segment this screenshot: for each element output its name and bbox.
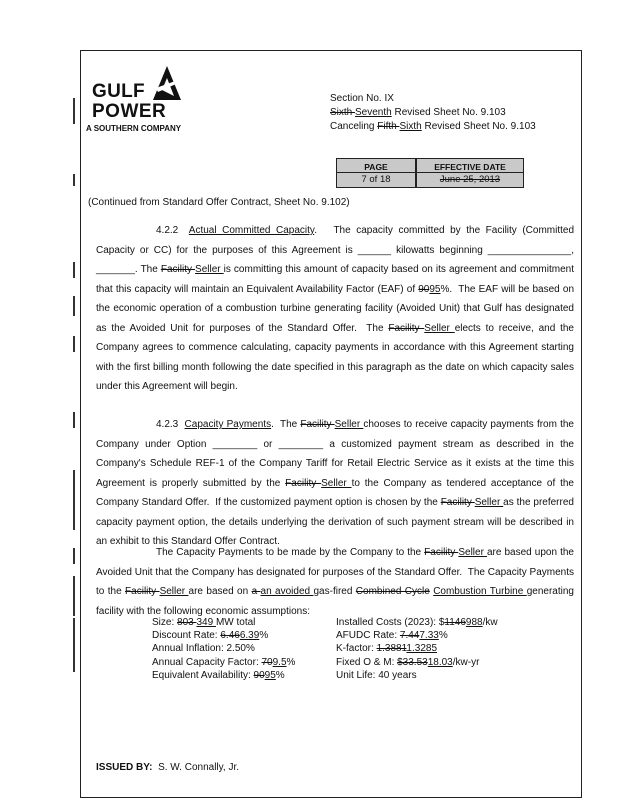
afudc-row: AFUDC Rate: 7.447.33% xyxy=(336,630,448,642)
revision-bar xyxy=(73,548,75,564)
paragraph-4-2-2: 4.2.2 Actual Committed Capacity. The capacity committed by the Facility (Committed Capacity or CC) for the purposes of this Agreement is ______ kilowatts beginning _______________, _______. The Facility Seller is committing this amount of capacity based on its agreement and commitment that this capacity will maintain an Equivalent Availability Factor (EAF) of 9095%. The EAF will be based on the economic operation of a combustion turbine generating facility (Avoided Unit) that Gulf has designated as the Avoided Unit for purposes of the Standard Offer. The Facility Seller elects to receive, and the Company agrees to commence calculating, capacity payments in accordance with this Agreement starting with the first billing month following the date specified in this paragraph as the date on which capacity sales under this Agreement will begin. xyxy=(96,225,575,392)
page-value: 7 of 18 xyxy=(361,174,391,185)
size-row: Size: 803 349 MW total xyxy=(152,617,256,628)
discount-rate-row: Discount Rate: 6.466.39% xyxy=(152,630,269,642)
page-number-box xyxy=(336,158,416,188)
revision-bar xyxy=(73,618,75,672)
unit-life-row: Unit Life: 40 years xyxy=(336,669,417,681)
revision-bar xyxy=(73,174,75,186)
logo-power-text: POWER xyxy=(92,101,167,122)
section-title: Section No. IX xyxy=(330,93,394,104)
effective-date-box xyxy=(416,158,524,188)
page-label: PAGE xyxy=(337,159,415,173)
fixed-om-row: Fixed O & M: $33.5318.03/kw-yr xyxy=(336,656,480,668)
logo-gulf-text: GULF xyxy=(92,81,145,102)
continued-note: (Continued from Standard Offer Contract, Sheet No. 9.102) xyxy=(88,197,350,208)
inflation-row: Annual Inflation: 2.50% xyxy=(152,643,255,655)
revision-bar xyxy=(73,336,75,352)
revised-sheet-line: Sixth Seventh Revised Sheet No. 9.103 xyxy=(330,107,506,118)
issued-by: ISSUED BY: S. W. Connally, Jr. xyxy=(96,762,240,773)
revision-bar xyxy=(73,576,75,616)
availability-row: Equivalent Availability: 9095% xyxy=(152,669,285,681)
revision-bar xyxy=(73,262,75,278)
revision-bar xyxy=(73,98,75,124)
logo-triangle-icon xyxy=(152,64,182,102)
capacity-factor-row: Annual Capacity Factor: 709.5% xyxy=(152,656,296,668)
assumptions-left xyxy=(152,616,295,682)
paragraph-4-2-3: 4.2.3 Capacity Payments. The Facility Seller chooses to receive capacity payments from the Company under Option ________ or ________ a customized payment stream as described in the Company's Schedule REF-1 of the Company Tariff for Retail Electric Service as it exists at the time this Agreement is properly submitted by the Facility Seller to the Company as tendered acceptance of the Company Standard Offer. If the customized payment option is chosen by the Facility Seller as the preferred capacity payment option, the details underlying the derivation of such payment stream will be described in an exhibit to this Standard Offer Contract. xyxy=(96,419,574,547)
paragraph-capacity-payments: The Capacity Payments to be made by the Company to the Facility Seller are based upon the Avoided Unit that the Company has designated for purposes of the Standard Offer. The Capacity Payments to the Facility Seller are based on a an avoided gas-fired Combined Cycle Combustion Turbine generating facility with the following economic assumptions: xyxy=(96,547,574,617)
kfactor-row: K-factor: 1.38811.3285 xyxy=(336,643,438,655)
effective-date-label: EFFECTIVE DATE xyxy=(417,159,523,173)
revision-bar xyxy=(73,296,75,316)
revision-bar xyxy=(73,412,75,428)
effective-date-value: June 25, 2013 xyxy=(439,174,501,185)
logo-tagline: A SOUTHERN COMPANY xyxy=(86,124,182,133)
revision-bar xyxy=(73,470,75,530)
gulf-power-logo xyxy=(86,64,212,134)
section-info xyxy=(330,92,536,134)
canceling-sheet-line: Canceling Fifth Sixth Revised Sheet No. 9.103 xyxy=(330,121,536,132)
assumptions-right xyxy=(336,616,498,682)
installed-costs-row: Installed Costs (2023): $1146988/kw xyxy=(336,617,498,628)
